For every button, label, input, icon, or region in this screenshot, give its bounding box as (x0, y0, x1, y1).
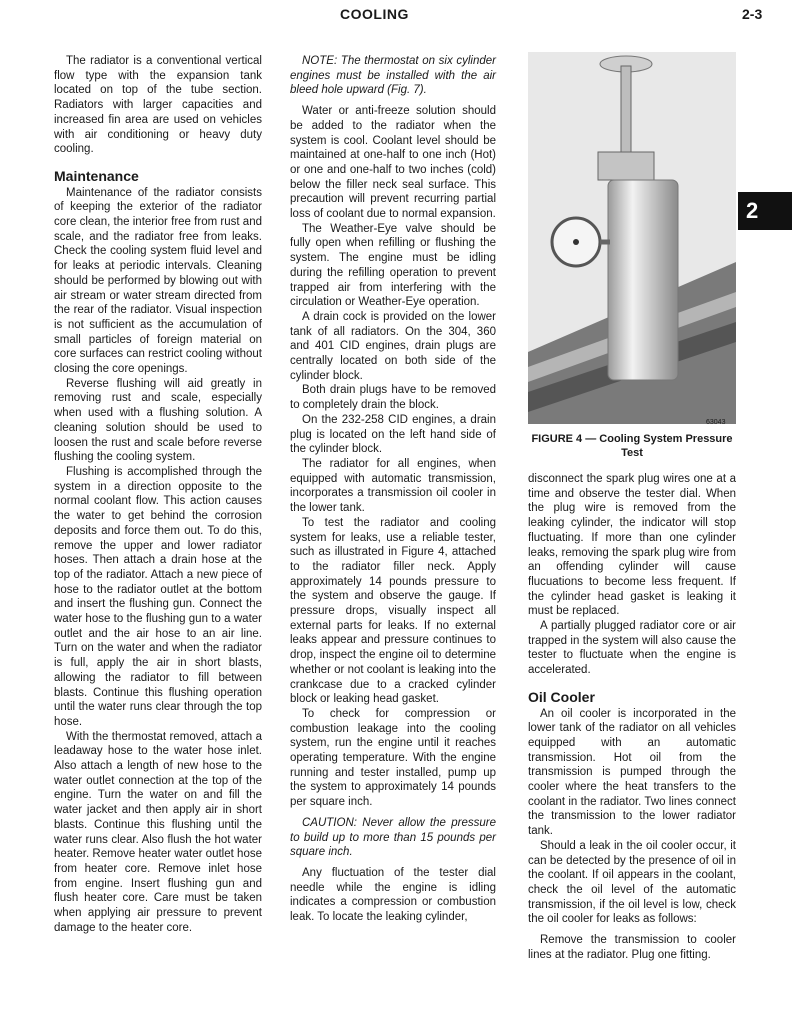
pressure-tester-illustration (528, 52, 736, 424)
paragraph: Both drain plugs have to be removed to completely drain the block. (290, 384, 496, 412)
section-heading-maintenance: Maintenance (54, 167, 139, 184)
paragraph: Flushing is accomplished through the system in a direction opposite to the normal coolant flow. This action causes the water to get behind the corrosion deposits and force them out. To do this, remove the upper and lower radiator hoses. Then attach a drain hose at the top of the radiator. Attach a new piece of hose to the radiator outlet at the bottom and insert the flushing gun. Connect the water hose to the flushing gun to a water outlet and the air hose to an air line. Turn on the water and when the radiator is full, apply the air in short blasts, allowing the radiator to fill between blasts. Continue this flushing operation until the water runs clear through the top hose. (54, 465, 262, 728)
paragraph: On the 232-258 CID engines, a drain plug is located on the left hand side of the cylinder block. (290, 413, 496, 456)
paragraph: The Weather-Eye valve should be fully open when refilling or flushing the system. The engine must be idling during the refilling operation to prevent trapped air from interfering with the circulation or Weather-Eye operation. (290, 222, 496, 309)
section-heading-oil-cooler: Oil Cooler (528, 688, 595, 705)
figure-photo-number: 63043 (706, 419, 726, 426)
section-tab: 2 (738, 192, 792, 230)
paragraph: The radiator for all engines, when equipped with automatic transmission, incorporates a transmission oil cooler in the lower tank. (290, 457, 496, 515)
figure-caption: FIGURE 4 — Cooling System Pressure Test (531, 433, 733, 459)
page-header-title: COOLING (340, 6, 409, 22)
column-left (54, 54, 262, 935)
paragraph: To test the radiator and cooling system for leaks, use a reliable tester, such as illustrated in Figure 4, attached to the radiator filler neck. Apply approximately 14 pounds pressure to the system and observe the gauge. If pressure drops, visually inspect all external parts for leaks. If no external leaks appear and pressure continues to drop, inspect the engine oil to determine whether or not coolant is leaking into the crankcase due to a cracked cylinder block or leaking head gasket. (290, 516, 496, 706)
paragraph: To check for compression or combustion leakage into the cooling system, run the engine until it reaches operating temperature. With the engine running and tester installed, pump up the system to approximately 14 pounds per square inch. (290, 707, 496, 809)
paragraph: The radiator is a conventional vertical flow type with the expansion tank located on top of the tube section. Radiators with larger capacities and increased fin area are used on vehicles with air conditioning or heavy duty cooling. (54, 55, 262, 156)
paragraph: Should a leak in the oil cooler occur, it can be detected by the presence of oil in the coolant. If oil appears in the coolant, check the oil level of the automatic transmission, if the oil level is low, check the oil cooler for leaks as follows: (528, 839, 736, 926)
paragraph: Maintenance of the radiator consists of keeping the exterior of the radiator core clean, the interior free from rust and scale, and the radiator free from leaks. Check the cooling system fluid level and for leaks at periodic intervals. Cleaning should be performed by blowing out with air stream or water stream directed from the rear of the radiator. Visual inspection is not sufficient as the accumulation of small particles of foreign material on core surfaces can restrict cooling without closing the core openings. (54, 186, 262, 376)
paragraph: Any fluctuation of the tester dial needle while the engine is idling indicates a compression or combustion leak. To locate the leaking cylinder, (290, 866, 496, 924)
column-right (528, 472, 736, 963)
paragraph: A drain cock is provided on the lower tank of all radiators. On the 304, 360 and 401 CID engines, drain plugs are centrally located on both side of the cylinder block. (290, 310, 496, 382)
paragraph: Remove the transmission to cooler lines at the radiator. Plug one fitting. (528, 934, 736, 961)
paragraph: An oil cooler is incorporated in the lower tank of the radiator on all vehicles equipped with an automatic transmission. Hot oil from the transmission is pumped through the cooler where the heat transfers to the coolant in the radiator. Two lines connect the transmission to the lower radiator tank. (528, 707, 736, 838)
caution-pressure: CAUTION: Never allow the pressure to build up to more than 15 pounds per square inch. (290, 816, 496, 859)
paragraph: disconnect the spark plug wires one at a time and observe the tester dial. When the plug wire is removed from the leaking cylinder, the indicator will stop fluctuating. If more than one cylinder leaks, removing the spark plug wire from an offending cylinder will cause flucuations to become less frequent. If the cylinder head gasket is leaking it must be replaced. (528, 473, 736, 618)
paragraph: With the thermostat removed, attach a leadaway hose to the water hose inlet. Also attach a length of new hose to the water outlet connection at the top of the engine. Turn the water on and fill the water jacket and then apply air in short blasts. Continue this flushing until the water runs clear. Also flush the hot water heater. Remove heater water outlet hose from heater core. Remove inlet hose from engine. Insert flushing gun and flush heater core. Care must be taken when applying air pressure to prevent damage to the heater core. (54, 730, 262, 934)
column-middle (290, 54, 496, 925)
note-thermostat: NOTE: The thermostat on six cylinder engines must be installed with the air bleed hole upward (Fig. 7). (290, 55, 496, 97)
paragraph: Water or anti-freeze solution should be added to the radiator when the system is cool. Coolant level should be maintained at one-half to one inch (Hot) or one and one-half to two inches (cold) below the filler neck seal surface. This precaution will prevent recurring partial loss of coolant due to normal expansion. (290, 105, 496, 221)
paragraph: A partially plugged radiator core or air trapped in the system will also cause the tester to fluctuate when the engine is accelerated. (528, 620, 736, 677)
paragraph: Reverse flushing will aid greatly in removing rust and scale, especially when used with a flushing solution. A cleaning solution should be used to loosen the rust and scale before reverse flushing the cooling system. (54, 377, 262, 464)
figure-4-photo (528, 52, 736, 424)
page-number: 2-3 (742, 6, 763, 22)
